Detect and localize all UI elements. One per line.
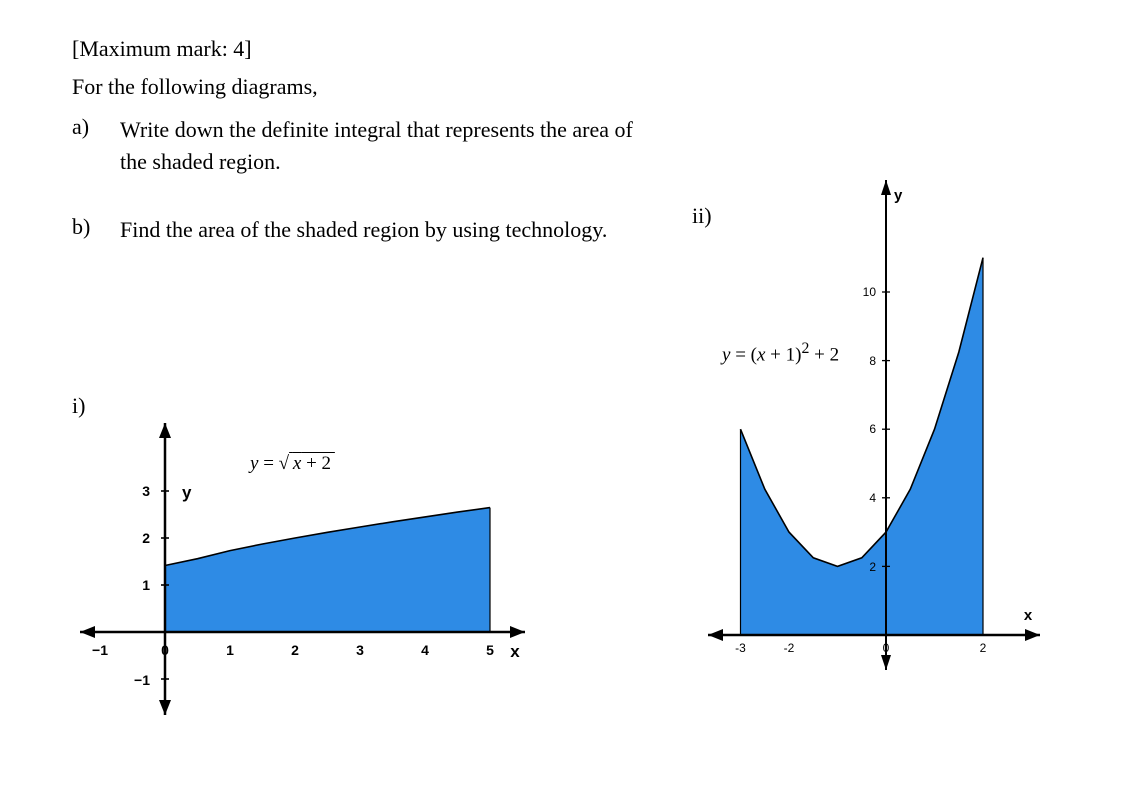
- figure-i-y-tick-label-neg1: −1: [134, 672, 150, 688]
- question-a-marker: a): [72, 114, 90, 139]
- figure-ii-y-axis-arrow-up: [881, 180, 891, 195]
- question-a-text: Write down the definite integral that represents the area of the shaded region.: [120, 117, 633, 174]
- figure-i-x-tick-label-4: 4: [421, 642, 429, 658]
- figure-ii-x-tick-label-neg3: -3: [735, 641, 746, 655]
- figure-ii-x-axis-arrow-left: [708, 629, 723, 641]
- question-item-b: [72, 214, 652, 246]
- figure-i-equation: y = √ x + 2: [250, 453, 335, 474]
- figure-ii-x-tick-label-0: 0: [882, 641, 890, 655]
- figure-i-x-tick-label-5: 5: [486, 642, 494, 658]
- figure-ii-y-tick-label-2: 2: [869, 560, 876, 574]
- figure-i-x-tick-label-3: 3: [356, 642, 364, 658]
- maximum-mark-line: [Maximum mark: 4]: [72, 36, 252, 61]
- figure-ii-chart: [700, 170, 1060, 680]
- figure-ii-y-tick-label-6: 6: [869, 422, 876, 436]
- question-item-a: [72, 114, 652, 178]
- figure-ii-y-tick-label-10: 10: [862, 285, 876, 299]
- figure-i-x-axis-arrow-left: [80, 626, 95, 638]
- figure-i-y-axis-arrow-down: [159, 700, 171, 715]
- figure-i-shaded-region: [165, 508, 490, 632]
- figure-i-x-tick-label-0: 0: [161, 642, 169, 658]
- figure-ii-y-axis-label: y: [894, 187, 903, 204]
- figure-ii-label: ii): [692, 203, 712, 228]
- figure-i-y-tick-label-2: 2: [142, 530, 150, 546]
- figure-i-label: i): [72, 393, 86, 418]
- figure-i-x-axis-arrow-right: [510, 626, 525, 638]
- figure-i-chart: [70, 415, 550, 730]
- question-b-marker: b): [72, 213, 91, 239]
- figure-ii-x-axis-label: x: [1023, 607, 1033, 624]
- figure-ii-x-tick-label-neg2: -2: [783, 641, 795, 655]
- figure-i-x-tick-label-1: 1: [226, 642, 234, 658]
- figure-ii-x-axis-arrow-right: [1025, 629, 1040, 641]
- figure-ii-shaded-region: [741, 258, 984, 635]
- figure-ii-equation: $y = (x + 1)^2 + 2$: [722, 340, 840, 366]
- figure-ii-y-axis-arrow-down: [881, 655, 891, 670]
- figure-ii-x-tick-label-2: 2: [979, 641, 987, 655]
- figure-ii-y-tick-label-4: 4: [869, 491, 876, 505]
- text-spacer: [72, 192, 652, 214]
- figure-i-y-tick-label-3: 3: [142, 483, 150, 499]
- figure-i-x-axis-label: x: [510, 642, 520, 661]
- figure-i-y-axis-arrow-up: [159, 423, 171, 438]
- figure-ii-y-tick-label-8: 8: [869, 354, 876, 368]
- figure-i-x-tick-label-2: 2: [291, 642, 299, 658]
- figure-i-y-tick-label-1: 1: [142, 577, 150, 593]
- figure-i-y-axis-label: y: [182, 483, 192, 502]
- question-b-text: Find the area of the shaded region by using technology.: [120, 216, 608, 242]
- question-text-block: [72, 38, 652, 260]
- intro-line: For the following diagrams,: [72, 74, 318, 99]
- figure-i-x-tick-label-neg1: −1: [92, 642, 108, 658]
